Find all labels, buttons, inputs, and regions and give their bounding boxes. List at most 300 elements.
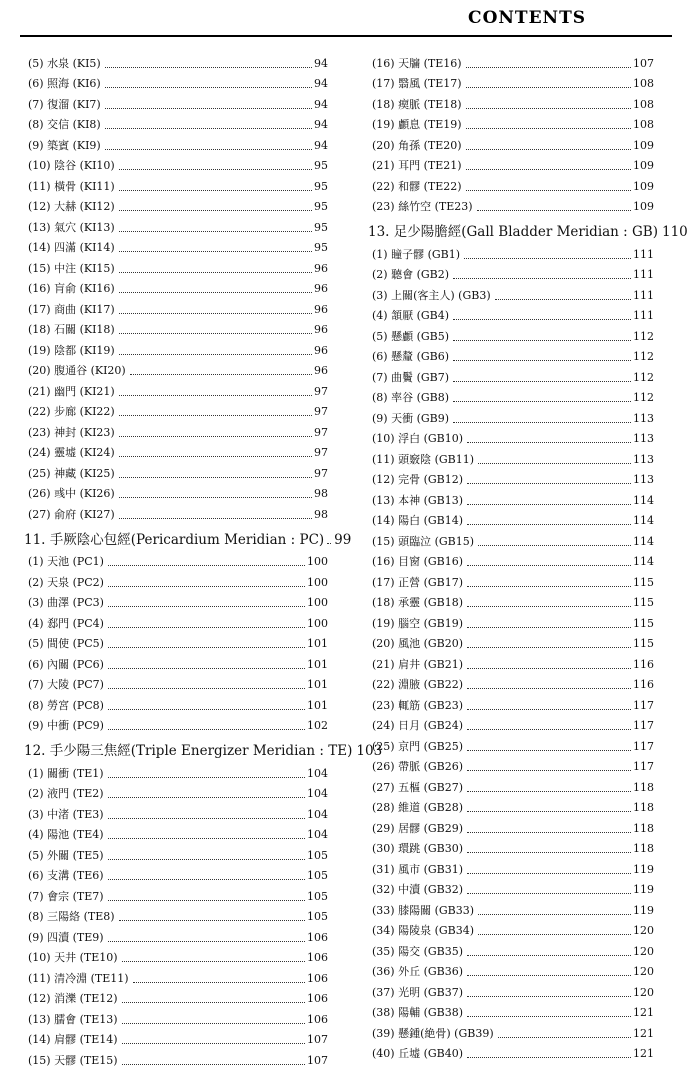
- toc-entry[interactable]: [368, 1000, 654, 1021]
- dot-leader: [108, 565, 305, 566]
- toc-entry[interactable]: [368, 938, 654, 959]
- page-number: 95: [314, 179, 328, 193]
- dot-leader: [466, 128, 631, 129]
- page-number: 111: [633, 268, 654, 281]
- page-number: 118: [633, 842, 654, 855]
- page-number: 121: [633, 1047, 654, 1060]
- dot-leader: [467, 1057, 631, 1058]
- toc-entry[interactable]: [24, 419, 328, 440]
- page-number: 100: [307, 616, 328, 630]
- toc-entry[interactable]: [368, 1020, 654, 1041]
- toc-entry[interactable]: [368, 241, 654, 262]
- page-title: CONTENTS: [468, 8, 586, 28]
- dot-leader: [467, 770, 631, 771]
- entry-label: (2) 天泉 (PC2): [28, 575, 104, 589]
- dot-leader: [119, 354, 312, 355]
- entry-label: (1) 關衝 (TE1): [28, 766, 104, 780]
- dot-leader: [467, 852, 631, 853]
- entry-label: (24) 日月 (GB24): [372, 719, 464, 732]
- dot-leader: [498, 1037, 631, 1038]
- toc-entry[interactable]: [24, 822, 328, 843]
- page-number: 118: [633, 780, 654, 794]
- dot-leader: [122, 961, 305, 962]
- toc-entry[interactable]: [368, 549, 654, 570]
- toc-entry[interactable]: [368, 959, 654, 980]
- page-number: 96: [314, 302, 328, 316]
- page-number: 108: [633, 77, 654, 90]
- entry-label: (4) 頷厭 (GB4): [372, 309, 450, 322]
- dot-leader: [119, 395, 312, 396]
- entry-label: (34) 陽陵泉 (GB34): [372, 924, 475, 937]
- page-number: 113: [633, 452, 654, 466]
- page-number: 98: [314, 487, 328, 500]
- dot-leader: [467, 729, 631, 730]
- entry-label: (1) 天池 (PC1): [28, 555, 104, 568]
- dot-leader: [467, 893, 631, 894]
- entry-label: (1) 瞳子髎 (GB1): [372, 247, 461, 261]
- toc-entry[interactable]: [368, 836, 654, 857]
- dot-leader: [453, 360, 631, 361]
- toc-entry[interactable]: [24, 317, 328, 338]
- entry-label: (5) 水泉 (KI5): [28, 56, 101, 70]
- dot-leader: [108, 688, 305, 689]
- toc-entry[interactable]: [368, 467, 654, 488]
- toc-entry[interactable]: [368, 1041, 654, 1062]
- toc-entry[interactable]: [368, 815, 654, 836]
- dot-leader: [133, 982, 305, 983]
- entry-label: (8) 勞宮 (PC8): [28, 698, 104, 712]
- toc-entry[interactable]: [368, 651, 654, 672]
- entry-label: (31) 風市 (GB31): [372, 862, 464, 876]
- page-number: 120: [633, 924, 654, 937]
- dot-leader: [453, 401, 631, 402]
- page-number: 97: [314, 446, 328, 459]
- entry-label: (23) 輒筋 (GB23): [372, 698, 464, 712]
- entry-label: (19) 顱息 (TE19): [372, 118, 462, 131]
- dot-leader: [119, 518, 312, 519]
- entry-label: (2) 聽會 (GB2): [372, 268, 450, 281]
- dot-leader: [467, 975, 631, 976]
- page-number: 106: [307, 971, 328, 985]
- page-number: 114: [633, 514, 654, 527]
- toc-entry[interactable]: [24, 801, 328, 822]
- toc-entry[interactable]: [368, 733, 654, 754]
- toc-entry[interactable]: [24, 569, 328, 590]
- entry-label: (7) 會宗 (TE7): [28, 889, 104, 903]
- toc-entry[interactable]: [24, 965, 328, 986]
- dot-leader: [108, 606, 305, 607]
- dot-leader: [467, 565, 631, 566]
- page-number: 112: [633, 391, 654, 404]
- dot-leader: [467, 524, 631, 525]
- dot-leader: [105, 128, 312, 129]
- dot-leader: [478, 545, 631, 546]
- entry-label: (40) 丘墟 (GB40): [372, 1047, 464, 1060]
- page-number: 106: [307, 951, 328, 964]
- dot-leader: [466, 190, 631, 191]
- page-number: 94: [314, 118, 328, 131]
- entry-label: (6) 照海 (KI6): [28, 77, 101, 90]
- toc-entry[interactable]: [24, 378, 328, 399]
- page-number: 113: [633, 432, 654, 445]
- toc-entry[interactable]: [368, 153, 654, 174]
- page-number: 114: [633, 493, 654, 507]
- entry-label: (21) 幽門 (KI21): [28, 384, 115, 398]
- toc-entry[interactable]: [24, 399, 328, 420]
- dot-leader: [467, 504, 631, 505]
- page-number: 107: [633, 56, 654, 70]
- toc-entry[interactable]: [368, 364, 654, 385]
- dot-leader: [130, 374, 312, 375]
- toc-entry[interactable]: [24, 672, 328, 693]
- dot-leader: [467, 832, 631, 833]
- toc-entry[interactable]: [368, 528, 654, 549]
- page-number: 111: [633, 247, 654, 261]
- entry-label: (26) 帶脈 (GB26): [372, 760, 464, 773]
- entry-label: (12) 消濼 (TE12): [28, 992, 118, 1005]
- toc-entry[interactable]: [24, 713, 328, 734]
- dot-leader: [467, 442, 631, 443]
- toc-entry[interactable]: [24, 883, 328, 904]
- page-number: 94: [314, 77, 328, 90]
- dot-leader: [478, 463, 631, 464]
- dot-leader: [495, 299, 631, 300]
- entry-label: (8) 交信 (KI8): [28, 118, 101, 131]
- page-number: 119: [633, 862, 654, 876]
- dot-leader: [119, 333, 312, 334]
- dot-leader: [466, 169, 631, 170]
- entry-label: (10) 天井 (TE10): [28, 951, 118, 964]
- page-number: 105: [307, 848, 328, 862]
- dot-leader: [467, 627, 631, 628]
- toc-entry[interactable]: [368, 71, 654, 92]
- toc-entry[interactable]: [24, 71, 328, 92]
- entry-label: (38) 陽輔 (GB38): [372, 1006, 464, 1019]
- page-number: 115: [633, 637, 654, 650]
- toc-entry[interactable]: [368, 487, 654, 508]
- dot-leader: [108, 941, 305, 942]
- page-number: 103: [356, 743, 383, 759]
- entry-label: (17) 正營 (GB17): [372, 575, 464, 589]
- dot-leader: [467, 709, 631, 710]
- toc-section-heading[interactable]: [24, 735, 383, 759]
- dot-leader: [122, 1002, 305, 1003]
- entry-label: (15) 頭臨泣 (GB15): [372, 534, 475, 548]
- toc-entry[interactable]: [24, 863, 328, 884]
- dot-leader: [108, 729, 305, 730]
- toc-entry[interactable]: [24, 296, 328, 317]
- toc-entry[interactable]: [368, 385, 654, 406]
- page-number: 121: [633, 1026, 654, 1040]
- entry-label: (20) 風池 (GB20): [372, 637, 464, 650]
- page-number: 113: [633, 411, 654, 425]
- page-number: 121: [633, 1006, 654, 1019]
- toc-entry[interactable]: [24, 610, 328, 631]
- page-number: 102: [307, 719, 328, 732]
- toc-entry[interactable]: [24, 440, 328, 461]
- entry-label: (39) 懸鍾(絶骨) (GB39): [372, 1026, 494, 1040]
- toc-entry[interactable]: [368, 979, 654, 1000]
- page-number: 107: [307, 1053, 328, 1067]
- entry-label: (13) 氣穴 (KI13): [28, 220, 115, 234]
- page-number: 119: [633, 883, 654, 896]
- toc-entry[interactable]: [24, 153, 328, 174]
- dot-leader: [467, 996, 631, 997]
- page-number: 105: [307, 910, 328, 923]
- toc-entry[interactable]: [368, 50, 654, 71]
- dot-leader: [466, 149, 631, 150]
- toc-entry[interactable]: [368, 569, 654, 590]
- toc-section-heading[interactable]: [24, 524, 352, 548]
- entry-label: (16) 目窗 (GB16): [372, 555, 464, 568]
- toc-entry[interactable]: [24, 194, 328, 215]
- page-number: 101: [307, 637, 328, 650]
- entry-label: (24) 靈墟 (KI24): [28, 446, 115, 459]
- dot-leader: [119, 477, 312, 478]
- toc-entry[interactable]: [24, 460, 328, 481]
- toc-entry[interactable]: [24, 112, 328, 133]
- toc-entry[interactable]: [368, 672, 654, 693]
- toc-entry[interactable]: [24, 481, 328, 502]
- toc-entry[interactable]: [368, 897, 654, 918]
- dot-leader: [477, 210, 631, 211]
- toc-entry[interactable]: [368, 713, 654, 734]
- toc-column-right: [368, 50, 688, 1061]
- toc-entry[interactable]: [24, 781, 328, 802]
- entry-label: (25) 京門 (GB25): [372, 739, 464, 753]
- dot-leader: [467, 873, 631, 874]
- toc-entry[interactable]: [24, 255, 328, 276]
- page-number: 97: [314, 405, 328, 418]
- entry-label: (19) 腦空 (GB19): [372, 616, 464, 630]
- page-number: 96: [314, 323, 328, 336]
- toc-entry[interactable]: [368, 344, 654, 365]
- page-number: 101: [307, 678, 328, 691]
- toc-column-left: [24, 50, 383, 1068]
- toc-entry[interactable]: [24, 692, 328, 713]
- dot-leader: [119, 190, 312, 191]
- dot-leader: [119, 251, 312, 252]
- page-number: 99: [334, 531, 352, 548]
- page-number: 117: [633, 698, 654, 712]
- page-number: 104: [307, 787, 328, 800]
- page-number: 112: [633, 329, 654, 343]
- entry-label: (11) 橫骨 (KI11): [28, 179, 115, 193]
- page-number: 94: [314, 97, 328, 111]
- toc-entry[interactable]: [368, 323, 654, 344]
- toc-entry[interactable]: [368, 282, 654, 303]
- page-number: 100: [307, 596, 328, 609]
- entry-label: (9) 天衝 (GB9): [372, 411, 450, 425]
- entry-label: (9) 四瀆 (TE9): [28, 930, 104, 944]
- toc-entry[interactable]: [368, 754, 654, 775]
- entry-label: (5) 間使 (PC5): [28, 637, 104, 650]
- header-rule: [20, 35, 672, 37]
- entry-label: (13) 臑會 (TE13): [28, 1012, 118, 1026]
- entry-label: (18) 瘈脈 (TE18): [372, 97, 462, 111]
- toc-entry[interactable]: [368, 262, 654, 283]
- toc-entry[interactable]: [24, 1027, 328, 1048]
- toc-entry[interactable]: [24, 276, 328, 297]
- entry-label: (2) 液門 (TE2): [28, 787, 104, 800]
- toc-entry[interactable]: [24, 337, 328, 358]
- dot-leader: [467, 606, 631, 607]
- dot-leader: [453, 319, 631, 320]
- entry-label: (21) 耳門 (TE21): [372, 159, 462, 172]
- dot-leader: [108, 668, 305, 669]
- entry-label: (19) 陰都 (KI19): [28, 343, 115, 357]
- toc-entry[interactable]: [24, 91, 328, 112]
- entry-label: (9) 築賓 (KI9): [28, 138, 101, 152]
- dot-leader: [467, 647, 631, 648]
- toc-entry[interactable]: [368, 405, 654, 426]
- dot-leader: [467, 688, 631, 689]
- page-number: 96: [314, 343, 328, 357]
- entry-label: (14) 四滿 (KI14): [28, 241, 115, 254]
- toc-entry[interactable]: [24, 549, 328, 570]
- dot-leader: [119, 292, 312, 293]
- entry-label: (18) 石關 (KI18): [28, 323, 115, 336]
- section-title: 11. 手厥陰心包經(Pericardium Meridian : PC): [24, 531, 325, 548]
- page-number: 116: [633, 678, 654, 691]
- toc-entry[interactable]: [24, 631, 328, 652]
- toc-entry[interactable]: [24, 235, 328, 256]
- page-number: 94: [314, 138, 328, 152]
- toc-entry[interactable]: [24, 132, 328, 153]
- page-number: 106: [307, 1012, 328, 1026]
- page-number: 118: [633, 821, 654, 835]
- toc-entry[interactable]: [368, 918, 654, 939]
- toc-entry[interactable]: [368, 774, 654, 795]
- dot-leader: [119, 497, 312, 498]
- toc-entry[interactable]: [24, 651, 328, 672]
- toc-entry[interactable]: [368, 795, 654, 816]
- section-title: 13. 足少陽膽經(Gall Bladder Meridian : GB): [368, 224, 658, 240]
- page-number: 104: [307, 828, 328, 841]
- page-number: 95: [314, 241, 328, 254]
- entry-label: (25) 神藏 (KI25): [28, 466, 115, 480]
- dot-leader: [119, 456, 312, 457]
- page-number: 94: [314, 56, 328, 70]
- dot-leader: [467, 668, 631, 669]
- toc-entry[interactable]: [24, 1006, 328, 1027]
- entry-label: (6) 內關 (PC6): [28, 657, 104, 671]
- toc-entry[interactable]: [24, 214, 328, 235]
- dot-leader: [108, 859, 305, 860]
- entry-label: (32) 中瀆 (GB32): [372, 883, 464, 896]
- entry-label: (26) 彧中 (KI26): [28, 487, 115, 500]
- toc-entry[interactable]: [24, 1047, 328, 1068]
- dot-leader: [108, 797, 305, 798]
- toc-entry[interactable]: [368, 631, 654, 652]
- dot-leader: [467, 483, 631, 484]
- toc-entry[interactable]: [368, 590, 654, 611]
- toc-entry[interactable]: [368, 132, 654, 153]
- toc-entry[interactable]: [368, 194, 654, 215]
- dot-leader: [327, 543, 331, 544]
- entry-label: (9) 中衝 (PC9): [28, 719, 104, 732]
- page-number: 98: [314, 507, 328, 521]
- toc-entry[interactable]: [24, 501, 328, 522]
- entry-label: (3) 中渚 (TE3): [28, 807, 104, 821]
- page-number: 106: [307, 992, 328, 1005]
- entry-label: (4) 陽池 (TE4): [28, 828, 104, 841]
- toc-entry[interactable]: [368, 112, 654, 133]
- toc-entry[interactable]: [368, 877, 654, 898]
- toc-entry[interactable]: [24, 358, 328, 379]
- page-number: 115: [633, 575, 654, 589]
- page-number: 106: [307, 930, 328, 944]
- toc-entry[interactable]: [24, 760, 328, 781]
- dot-leader: [119, 415, 312, 416]
- toc-entry[interactable]: [24, 904, 328, 925]
- entry-label: (13) 本神 (GB13): [372, 493, 464, 507]
- dot-leader: [466, 67, 631, 68]
- dot-leader: [105, 87, 312, 88]
- toc-entry[interactable]: [24, 50, 328, 71]
- dot-leader: [453, 278, 631, 279]
- toc-entry[interactable]: [368, 856, 654, 877]
- entry-label: (6) 支溝 (TE6): [28, 869, 104, 882]
- page-number: 111: [633, 288, 654, 302]
- entry-label: (11) 清冷淵 (TE11): [28, 971, 129, 985]
- toc-entry[interactable]: [368, 91, 654, 112]
- toc-entry[interactable]: [368, 508, 654, 529]
- page-number: 100: [307, 555, 328, 568]
- dot-leader: [119, 169, 312, 170]
- page-number: 96: [314, 282, 328, 295]
- entry-label: (27) 五樞 (GB27): [372, 780, 464, 794]
- page-number: 112: [633, 350, 654, 363]
- entry-label: (4) 郄門 (PC4): [28, 616, 104, 630]
- page-number: 114: [633, 534, 654, 548]
- page-number: 114: [633, 555, 654, 568]
- entry-label: (6) 懸釐 (GB6): [372, 350, 450, 363]
- dot-leader: [453, 422, 631, 423]
- toc-entry[interactable]: [24, 173, 328, 194]
- toc-entry[interactable]: [368, 692, 654, 713]
- toc-entry[interactable]: [24, 590, 328, 611]
- dot-leader: [119, 313, 312, 314]
- toc-entry[interactable]: [368, 446, 654, 467]
- toc-entry[interactable]: [368, 610, 654, 631]
- toc-entry[interactable]: [24, 986, 328, 1007]
- page-number: 120: [633, 985, 654, 999]
- section-title: 12. 手少陽三焦經(Triple Energizer Meridian : TE): [24, 743, 353, 759]
- page-number: 108: [633, 118, 654, 131]
- page-number: 120: [633, 944, 654, 958]
- toc-section-heading[interactable]: [368, 216, 688, 240]
- page-number: 117: [633, 719, 654, 732]
- dot-leader: [108, 627, 305, 628]
- entry-label: (17) 商曲 (KI17): [28, 302, 115, 316]
- toc-entry[interactable]: [368, 426, 654, 447]
- toc-entry[interactable]: [24, 924, 328, 945]
- dot-leader: [467, 750, 631, 751]
- toc-entry[interactable]: [24, 945, 328, 966]
- toc-entry[interactable]: [368, 303, 654, 324]
- dot-leader: [453, 381, 631, 382]
- toc-entry[interactable]: [24, 842, 328, 863]
- entry-label: (35) 陽交 (GB35): [372, 944, 464, 958]
- toc-entry[interactable]: [368, 173, 654, 194]
- page-number: 105: [307, 889, 328, 903]
- page-number: 118: [633, 801, 654, 814]
- entry-label: (27) 俞府 (KI27): [28, 507, 115, 521]
- page-number: 96: [314, 364, 328, 377]
- dot-leader: [466, 108, 631, 109]
- entry-label: (12) 大赫 (KI12): [28, 200, 115, 213]
